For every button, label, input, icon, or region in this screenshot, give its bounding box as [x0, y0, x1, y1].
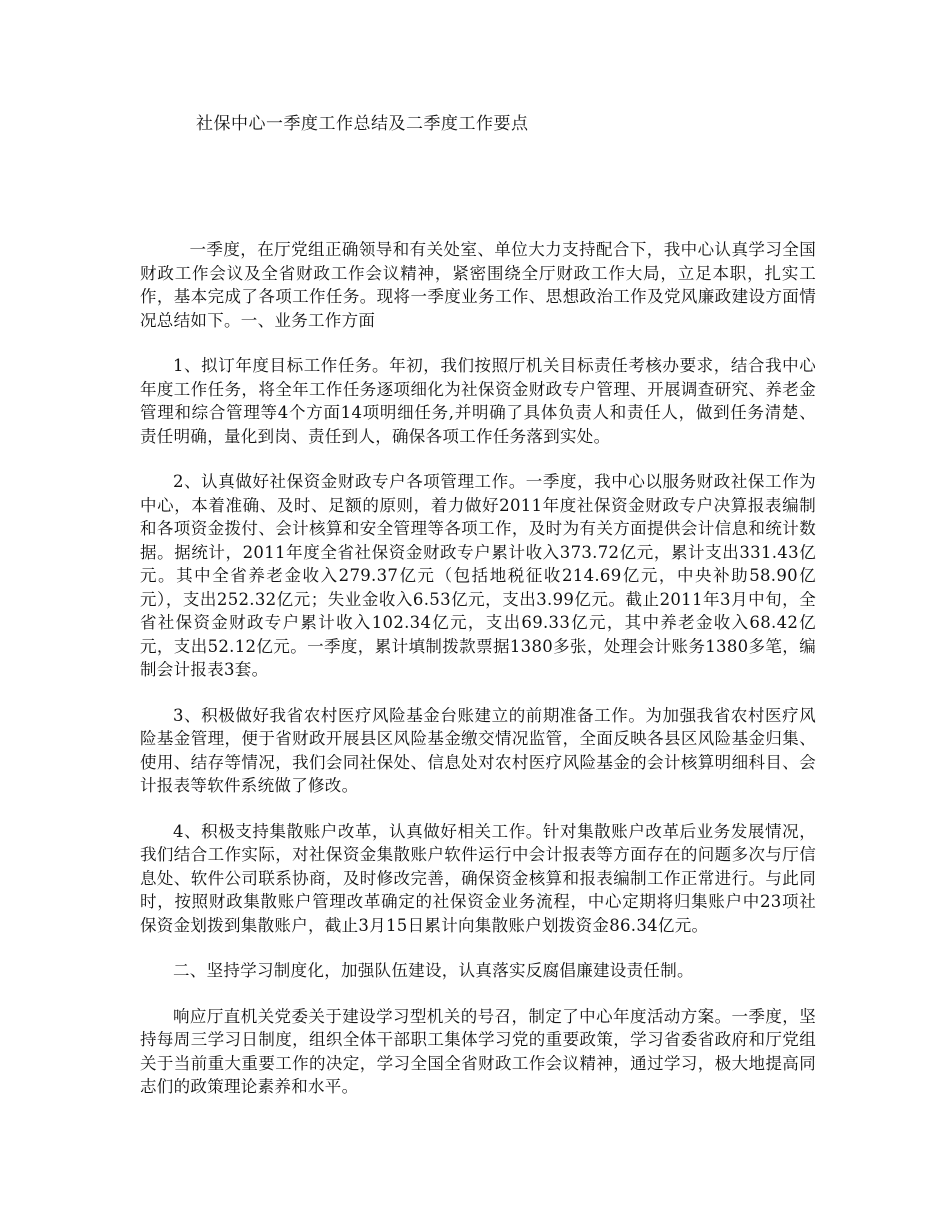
- paragraph-section-two-heading: 二、坚持学习制度化，加强队伍建设，认真落实反腐倡廉建设责任制。: [173, 961, 694, 980]
- paragraph-study: 响应厅直机关党委关于建设学习型机关的号召，制定了中心年度活动方案。一季度，坚持每周三学习日制度，组织全体干部职工集体学习党的重要政策，学习省委省政府和厅党组关于当前重大重要工作的决定，学习全国全省财政工作会议精神，通过学习，极大地提高同志们的政策理论素养和水平。: [140, 1006, 816, 1096]
- paragraph-intro: 一季度，在厅党组正确领导和有关处室、单位大力支持配合下，我中心认真学习全国财政工作会议及全省财政工作会议精神，紧密围绕全厅财政工作大局，立足本职，扎实工作，基本完成了各项工作任务。现将一季度业务工作、思想政治工作及党风廉政建设方面情况总结如下。一、业务工作方面: [140, 240, 816, 330]
- document-title: 社保中心一季度工作总结及二季度工作要点: [196, 114, 529, 134]
- document-body: [140, 238, 816, 1121]
- paragraph-rural-medical-fund: 3、积极做好我省农村医疗风险基金台账建立的前期准备工作。为加强我省农村医疗风险基金管理，便于省财政开展县区风险基金缴交情况监管，全面反映各县区风险基金归集、使用、结存等情况，我们会同社保处、信息处对农村医疗风险基金的会计核算明细科目、会计报表等软件系统做了修改。: [140, 705, 816, 795]
- paragraph-annual-targets: 1、拟订年度目标工作任务。年初，我们按照厅机关目标责任考核办要求，结合我中心年度工作任务，将全年工作任务逐项细化为社保资金财政专户管理、开展调查研究、养老金管理和综合管理等4个方面14项明细任务,并明确了具体负责人和责任人，做到任务清楚、责任明确，量化到岗、责任到人，确保各项工作任务落到实处。: [140, 356, 816, 446]
- paragraph-account-reform: 4、积极支持集散账户改革，认真做好相关工作。针对集散账户改革后业务发展情况，我们结合工作实际，对社保资金集散账户软件运行中会计报表等方面存在的问题多次与厅信息处、软件公司联系协商，及时修改完善，确保资金核算和报表编制工作正常进行。与此同时，按照财政集散账户管理改革确定的社保资金业务流程，中心定期将归集账户中23项社保资金划拨到集散账户，截止3月15日累计向集散账户划拨资金86.34亿元。: [140, 821, 816, 935]
- paragraph-fund-management: 2、认真做好社保资金财政专户各项管理工作。一季度，我中心以服务财政社保工作为中心，本着准确、及时、足额的原则，着力做好2011年度社保资金财政专户决算报表编制和各项资金拨付、会计核算和安全管理等各项工作，及时为有关方面提供会计信息和统计数据。据统计，2011年度全省社保资金财政专户累计收入373.72亿元，累计支出331.43亿元。其中全省养老金收入279.37亿元（包括地税征收214.69亿元，中央补助58.90亿元），支出252.32亿元；失业金收入6.53亿元，支出3.99亿元。截止2011年3月中旬，全省社保资金财政专户累计收入102.34亿元，支出69.33亿元，其中养老金收入68.42亿元，支出52.12亿元。一季度，累计填制拨款票据1380多张，处理会计账务1380多笔，编制会计报表3套。: [140, 472, 816, 679]
